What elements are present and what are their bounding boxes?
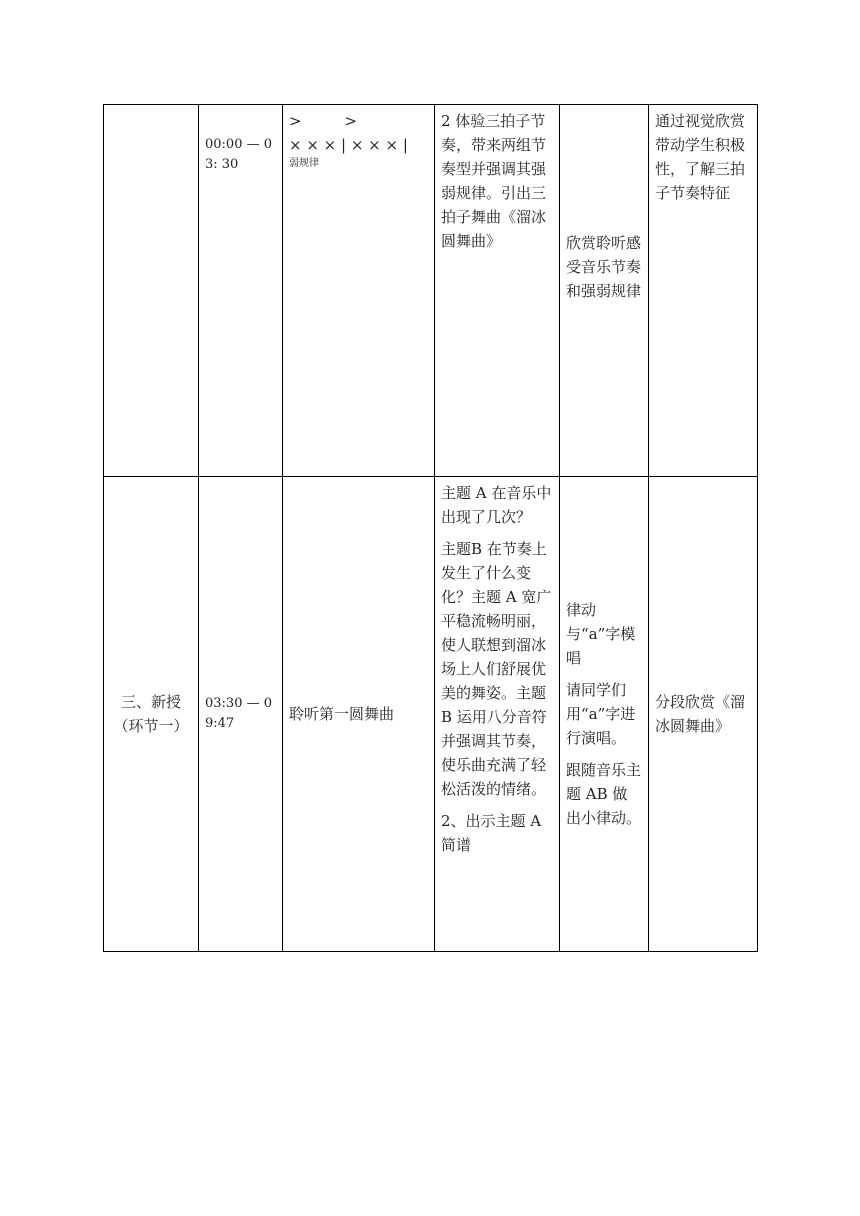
table-row xyxy=(104,477,758,952)
teacher-activity-text: 主题B 在节奏上发生了什么变化？主题 A 宽广平稳流畅明丽，使人联想到溜冰场上人们舒展优美的舞姿。主题 B 运用八分音符并强调其节奏，使乐曲充满了轻松活泼的情绪。 xyxy=(441,540,552,798)
teacher-activity-cell xyxy=(435,105,560,477)
content-cell xyxy=(283,105,435,477)
stage-cell: 三、新授（环节一） xyxy=(104,477,199,952)
time-cell: 03:30 — 09:47 xyxy=(199,477,283,952)
student-activity-text: 请同学们用“a”字进行演唱。 xyxy=(566,681,636,747)
purpose-cell: 通过视觉欣赏带动学生积极性，了解三拍子节奏特征 xyxy=(649,105,758,477)
stage-cell xyxy=(104,105,199,477)
teacher-activity-text: 2、出示主题 A 简谱 xyxy=(441,812,542,854)
student-activity-cell xyxy=(560,477,649,952)
accent-marks: > > xyxy=(289,112,358,130)
student-activity-cell xyxy=(560,105,649,477)
student-activity-text: 欣赏聆听感受音乐节奏和强弱规律 xyxy=(566,234,642,300)
time-cell: 00:00 — 03: 30 xyxy=(199,105,283,477)
teacher-activity-text: 2 体验三拍子节奏，带来两组节奏型并强调其强弱规律。引出三拍子舞曲《溜冰圆舞曲》 xyxy=(441,112,547,250)
rhythm-beats: × × × | × × × | xyxy=(289,136,408,154)
rhythm-note: 弱规律 xyxy=(289,158,319,169)
teacher-activity-cell xyxy=(435,477,560,952)
student-activity-text: 律动与“a”字模唱 xyxy=(566,601,636,667)
purpose-cell: 分段欣赏《溜冰圆舞曲》 xyxy=(649,477,758,952)
content-cell: 聆听第一圆舞曲 xyxy=(283,477,435,952)
student-activity-text: 跟随音乐主题 AB 做出小律动。 xyxy=(566,761,642,827)
lesson-plan-table xyxy=(103,104,758,952)
teacher-activity-text: 主题 A 在音乐中出现了几次？ xyxy=(441,484,552,526)
table-row xyxy=(104,105,758,477)
